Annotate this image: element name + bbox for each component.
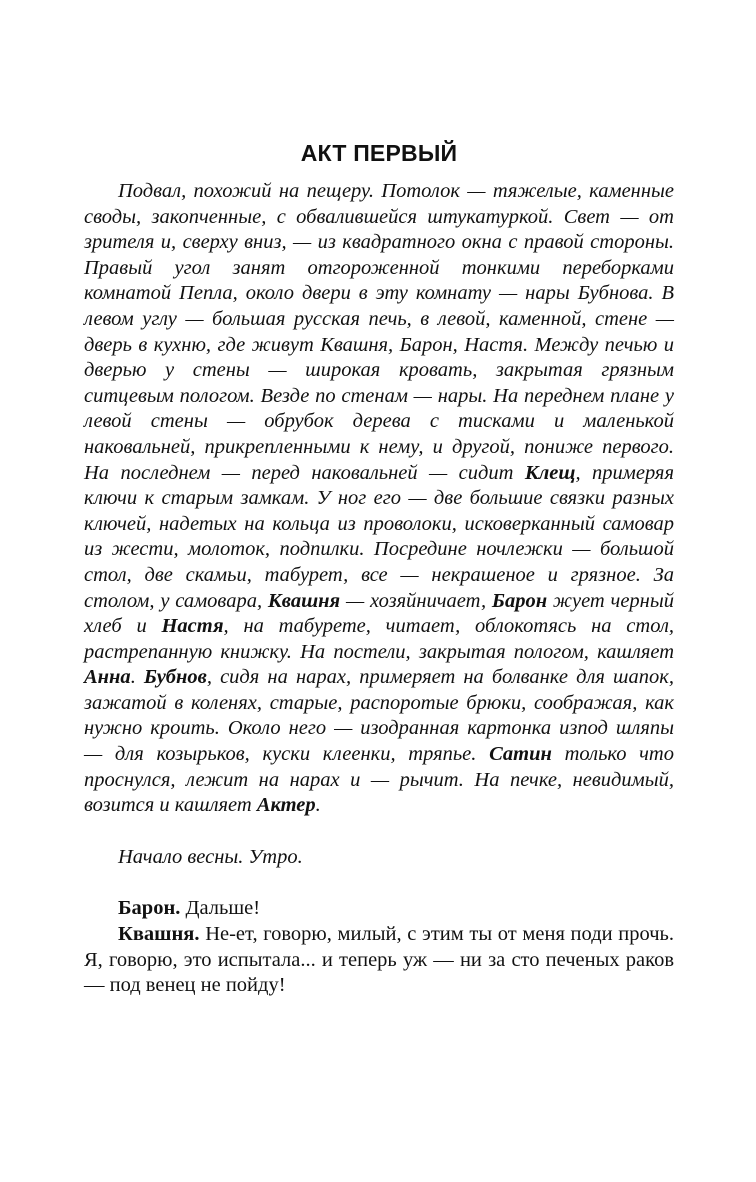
- character-name: Сатин: [489, 743, 552, 766]
- dialogue-line: [84, 896, 674, 922]
- character-name: Анна: [84, 666, 131, 689]
- character-name: Квашня: [267, 589, 341, 612]
- speaker-name: Квашня.: [118, 923, 200, 946]
- character-name: Барон: [491, 589, 548, 612]
- speech-text: Не-ет, говорю, милый, с этим ты от меня поди прочь. Я, говорю, это испытала... и теперь уж — ни за сто печеных раков — под венец не пойду!: [84, 923, 674, 997]
- stage-text: .: [315, 794, 321, 817]
- stage-time: Начало весны. Утро.: [118, 845, 303, 868]
- page: [84, 140, 674, 999]
- stage-text: , примеряя ключи к старым замкам. У ног его — две большие связки разных ключей, надетых на кольца из проволоки, исковерканный самовар из жести, молоток, подпилки. Посредине ночлежки — большой стол, две скамьи, табурет, все — некрашеное и грязное. За столом, у самовара,: [84, 461, 674, 612]
- stage-text: жует черный хлеб и: [84, 589, 674, 638]
- stage-text: Подвал, похожий на пещеру. Потолок — тяжелые, каменные своды, закопченные, с обвалившейся штукатуркой. Свет — от зрителя и, сверху вниз, — из квадратного окна с правой стороны. Правый угол занят отгороженной тонкими переборками комнатой Пепла, около двери в эту комнату — нары Бубнова. В левом углу — большая русская печь, в левой, каменной, стене — дверь в кухню, где живут Квашня, Барон, Настя. Между печью и дверью у стены — широкая кровать, закрытая грязным ситцевым пологом. Везде по стенам — нары. На переднем плане у левой стены — обрубок дерева с тисками и маленькой наковальней, прикрепленными к нему, и другой, пониже первого. На последнем — перед наковальней — сидит: [84, 180, 674, 484]
- character-name: Клещ: [524, 461, 576, 484]
- character-name: Настя: [161, 615, 224, 638]
- dialogue: [84, 896, 674, 998]
- stage-text: — хозяйничает,: [340, 589, 492, 612]
- stage-text: , сидя на нарах, примеряет на болванке для шапок, зажатой в коленях, старые, распоротые брюки, соображая, как нужно кроить. Около него — изодранная картонка изпод шляпы — для козырьков, куски клеенки, тряпье.: [84, 666, 674, 766]
- stage-direction: [84, 179, 674, 819]
- speech-text: Дальше!: [180, 897, 261, 920]
- act-title: АКТ ПЕРВЫЙ: [300, 140, 458, 166]
- stage-text: .: [130, 666, 144, 689]
- dialogue-line: [84, 922, 674, 999]
- character-name: Бубнов: [143, 666, 207, 689]
- speaker-name: Барон.: [118, 897, 181, 920]
- stage-text: , на табурете, читает, облокотясь на стол, растрепанную книжку. На постели, закрытая пологом, кашляет: [84, 615, 675, 663]
- character-name: Актер: [256, 794, 316, 817]
- stage-text: только что проснулся, лежит на нарах и — рычит. На печке, невидимый, возится и кашляет: [84, 743, 674, 817]
